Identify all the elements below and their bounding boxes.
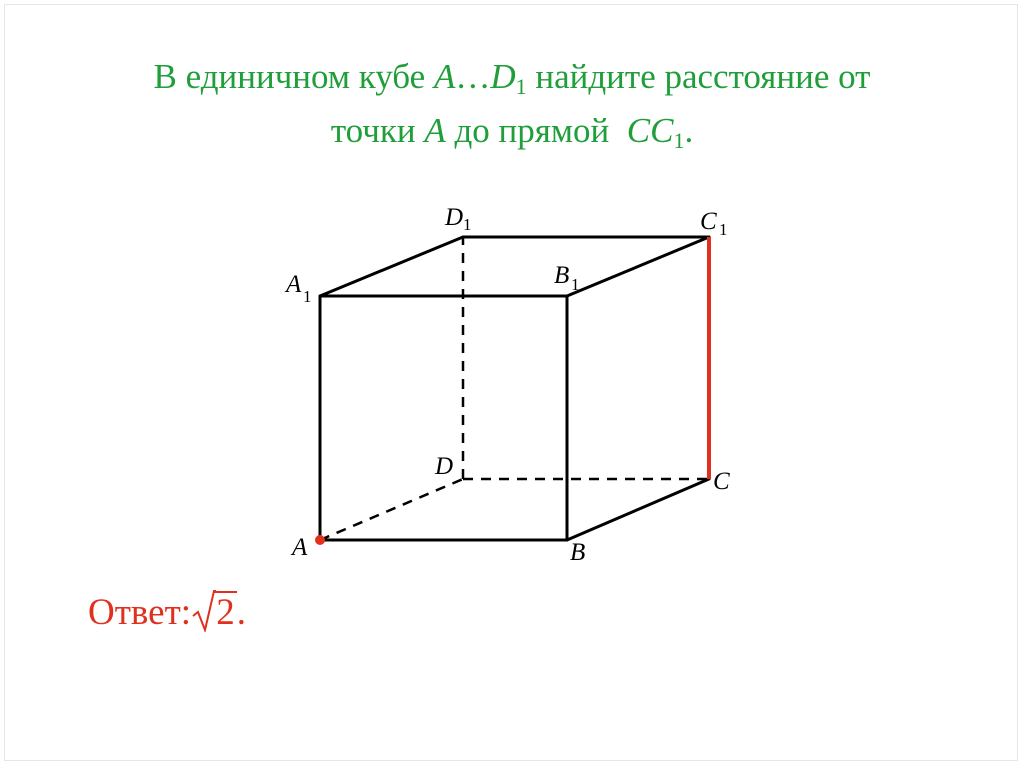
answer-label: Ответ: <box>88 592 192 633</box>
title-point-a-2: A <box>424 111 446 150</box>
edge-b1-c1 <box>567 237 709 296</box>
vertex-label-d1: D <box>445 204 464 231</box>
edge-b-c <box>567 479 709 540</box>
edge-a1-d1 <box>320 237 463 296</box>
vertex-label-c1: C <box>700 208 717 235</box>
title-period: . <box>684 111 694 150</box>
vertex-label-b1: B <box>554 262 570 289</box>
vertex-label-d1-sub: 1 <box>463 215 472 234</box>
vertex-label-a1-sub: 1 <box>303 287 312 306</box>
title-point-d1-sub: 1 <box>515 74 527 99</box>
title-text-3: точки <box>330 111 425 150</box>
highlighted-point-a <box>315 535 325 545</box>
hidden-edge-a-d <box>320 479 463 540</box>
title-line-cc1: CC <box>626 111 674 150</box>
title-text-4: до прямой <box>445 111 627 150</box>
vertex-label-d: D <box>435 453 454 480</box>
answer-line <box>88 586 246 640</box>
vertex-label-b: B <box>570 539 586 566</box>
vertex-label-a1: A <box>286 271 302 298</box>
answer-period: . <box>236 592 247 633</box>
title-point-a: A <box>433 57 456 96</box>
vertex-label-a: A <box>292 534 308 561</box>
vertex-label-c: C <box>713 468 730 495</box>
title-text-1: В единичном кубе <box>153 57 434 96</box>
vertex-label-c1-sub: 1 <box>719 220 728 239</box>
title-line-cc1-sub: 1 <box>673 128 685 153</box>
answer-radicand: 2 <box>216 592 235 633</box>
vertex-label-b1-sub: 1 <box>571 275 580 294</box>
title-point-d1: D <box>490 57 516 96</box>
title-text-2: найдите расстояние от <box>526 57 871 96</box>
answer-value <box>214 586 237 640</box>
square-root-icon <box>192 590 216 632</box>
title-ellipsis: … <box>455 57 491 96</box>
